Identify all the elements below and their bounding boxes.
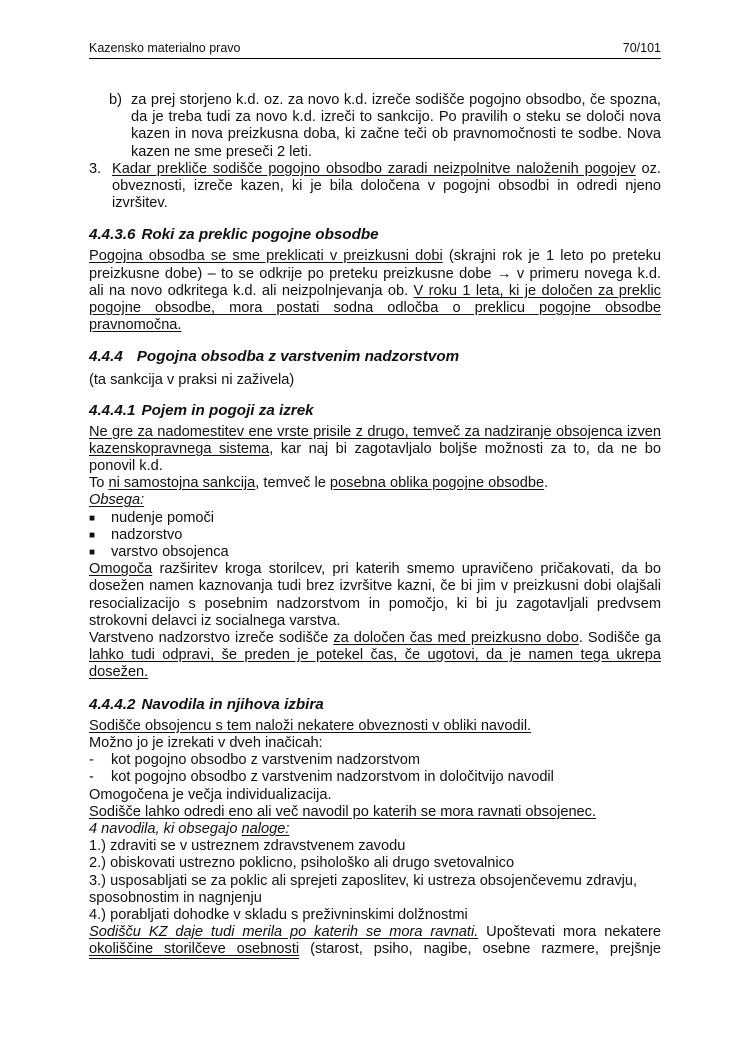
page-header (89, 40, 661, 59)
plain-text: . (544, 475, 549, 492)
paragraph (89, 821, 661, 838)
underlined-text: Sodišče obsojencu s tem naloži nekatere obveznosti v obliki navodil. (89, 717, 532, 734)
list-text (112, 161, 661, 213)
underlined-text: lahko tudi odpravi, še preden je potekel čas, če ugotovi, da je namen tega ukrepa dosežen. (89, 647, 661, 681)
paragraph (89, 630, 661, 682)
paragraph (89, 718, 661, 735)
underlined-text: Ne gre za nadomestitev ene vrste prisile z drugo, temveč za nadziranje obsojenca izven kazenskopravnega sistema (89, 423, 661, 457)
plain-text: , kar naj bi zagotavljalo boljše možnosti za to, da ne bo ponovil k.d. (89, 440, 661, 475)
plain-text: Upoštevati mora nekatere (478, 924, 661, 941)
double-underlined-text: okoliščine storilčeve osebnosti (89, 941, 300, 958)
document-title: Kazensko materialno pravo (89, 41, 241, 55)
section-note: (ta sankcija v praksi ni zaživela) (89, 372, 295, 389)
section-number: 4.4.4.1 (89, 401, 136, 419)
plain-text: Varstveno nadzorstvo izreče sodišče (89, 630, 334, 647)
list-item-b (109, 92, 661, 161)
section-number: 4.4.4.2 (89, 695, 136, 713)
underlined-text: za določen čas med preizkusno dobo (333, 630, 579, 647)
document-page (89, 40, 661, 959)
paragraph (89, 804, 661, 821)
dash-marker: - (89, 752, 94, 769)
dash-text: kot pogojno obsodbo z varstvenim nadzorstvom in določitvijo navodil (111, 769, 554, 786)
bullet-text: varstvo obsojenca (111, 544, 229, 561)
dash-marker: - (89, 769, 94, 786)
underlined-text: Kadar prekliče sodišče pogojno obsodbo zaradi neizpolnitve naloženih pogojev (112, 160, 636, 177)
section-heading-4441 (89, 402, 661, 420)
section-number: 4.4.4 (89, 348, 123, 366)
bullet-item (89, 527, 661, 544)
plain-text: (skrajni rok je 1 leto po preteku preizkusne dobe) – to se odkrije po preteku preizkusne dobe → v primeru novega k.d. ali na novo odkritega k.d. ali neizpolnjevanja ob. (89, 248, 661, 299)
underlined-text: ni samostojna sankcija (108, 475, 256, 492)
section-title: Pogojna obsodba z varstvenim nadzorstvom (136, 348, 460, 366)
bullet-icon: ■ (89, 512, 96, 524)
underlined-text: naloge: (241, 820, 290, 837)
plain-text: oz. obveznosti, izreče kazen, ki je bila določena v pogojni obsodbi in odredi njeno izvršitev. (112, 160, 661, 212)
bullet-text: nudenje pomoči (111, 509, 215, 526)
underlined-text: Pogojna obsodba se sme preklicati v preizkusni dobi (89, 248, 443, 265)
list-marker: 3. (89, 160, 102, 177)
section-heading-4436 (89, 226, 661, 244)
plain-text: To (89, 475, 109, 492)
page-number: 70/101 (622, 41, 661, 55)
numbered-item: 4.) porabljati dohodke v skladu s preživninskimi dolžnostmi (89, 906, 468, 923)
paragraph (89, 475, 661, 492)
paragraph (89, 561, 661, 630)
list-text: za prej storjeno k.d. oz. za novo k.d. izreče sodišče pogojno obsodbo, če spozna, da je treba tudi za novo k.d. izreči to sankcijo. Po pravilih o steku se določi nova kazen in nova preizkusna doba, ki začne teči ob pravnomočnosti te sodbe. Nova kazen ne sme preseči 2 leti. (131, 92, 661, 160)
dash-text: kot pogojno obsodbo z varstvenim nadzorstvom (111, 752, 421, 769)
underlined-italic-text: Sodišču KZ daje tudi merila po katerih se mora ravnati. (89, 924, 479, 941)
paragraph: Omogočena je večja individualizacija. (89, 786, 332, 803)
section-heading-4442 (89, 696, 661, 714)
underlined-text: Omogoča (89, 561, 153, 578)
paragraph: Možno jo je izrekati v dveh inačicah: (89, 734, 323, 751)
section-number: 4.4.3.6 (89, 226, 136, 244)
list-marker: b) (109, 92, 122, 108)
paragraph (89, 424, 661, 476)
bullet-text: nadzorstvo (111, 526, 183, 543)
obsega-label: Obsega: (89, 492, 145, 509)
underlined-text: V roku 1 leta, ki je določen za preklic pogojne obsodbe, mora postati sodna odločba o preklicu pogojne obsodbe pravnomočna. (89, 282, 661, 334)
bullet-item (89, 544, 661, 561)
numbered-item: 1.) zdraviti se v ustreznem zdravstvenem zavodu (89, 838, 406, 855)
bullet-icon: ■ (89, 547, 96, 559)
plain-text: , temveč le (255, 475, 330, 492)
section-title: Pojem in pogoji za izrek (141, 401, 314, 419)
plain-text: razširitev kroga storilcev, pri katerih smemo upravičeno pričakovati, da bo dosežen namen kaznovanja tudi brez izvršitve kazni, če bi jim v preizkusni dobi olajšali resocializacijo s posebnim nadzorstvom in pomočjo, ki bi ju zagotavljali predvsem strokovni delavci iz socialnega varstva. (89, 561, 661, 629)
section-title: Navodila in njihova izbira (141, 695, 324, 713)
list-item-3 (89, 161, 661, 213)
section-title: Roki za preklic pogojne obsodbe (141, 226, 379, 244)
bullet-item (89, 510, 661, 527)
plain-text: . Sodišče ga (578, 630, 661, 647)
dash-item (89, 752, 661, 769)
paragraph (89, 248, 661, 334)
numbered-item: 3.) usposabljati se za poklic ali sprejeti zaposlitev, ki ustreza obsojenčevemu zdravju, sposobnostim in nagnjenju (89, 872, 638, 906)
dash-item (89, 769, 661, 786)
bullet-icon: ■ (89, 529, 96, 541)
underlined-text: Sodišče lahko odredi eno ali več navodil po katerih se mora ravnati obsojenec. (89, 803, 597, 820)
paragraph (89, 924, 661, 958)
document-body (89, 92, 661, 959)
numbered-item: 2.) obiskovati ustrezno poklicno, psihološko ali drugo svetovalnico (89, 855, 515, 872)
plain-text: (starost, psiho, nagibe, osebne razmere, prejšnje (299, 941, 661, 958)
section-heading-444 (89, 348, 661, 366)
underlined-text: posebna oblika pogojne obsodbe (329, 475, 545, 492)
italic-text: 4 navodila, ki obsegajo (89, 820, 242, 837)
